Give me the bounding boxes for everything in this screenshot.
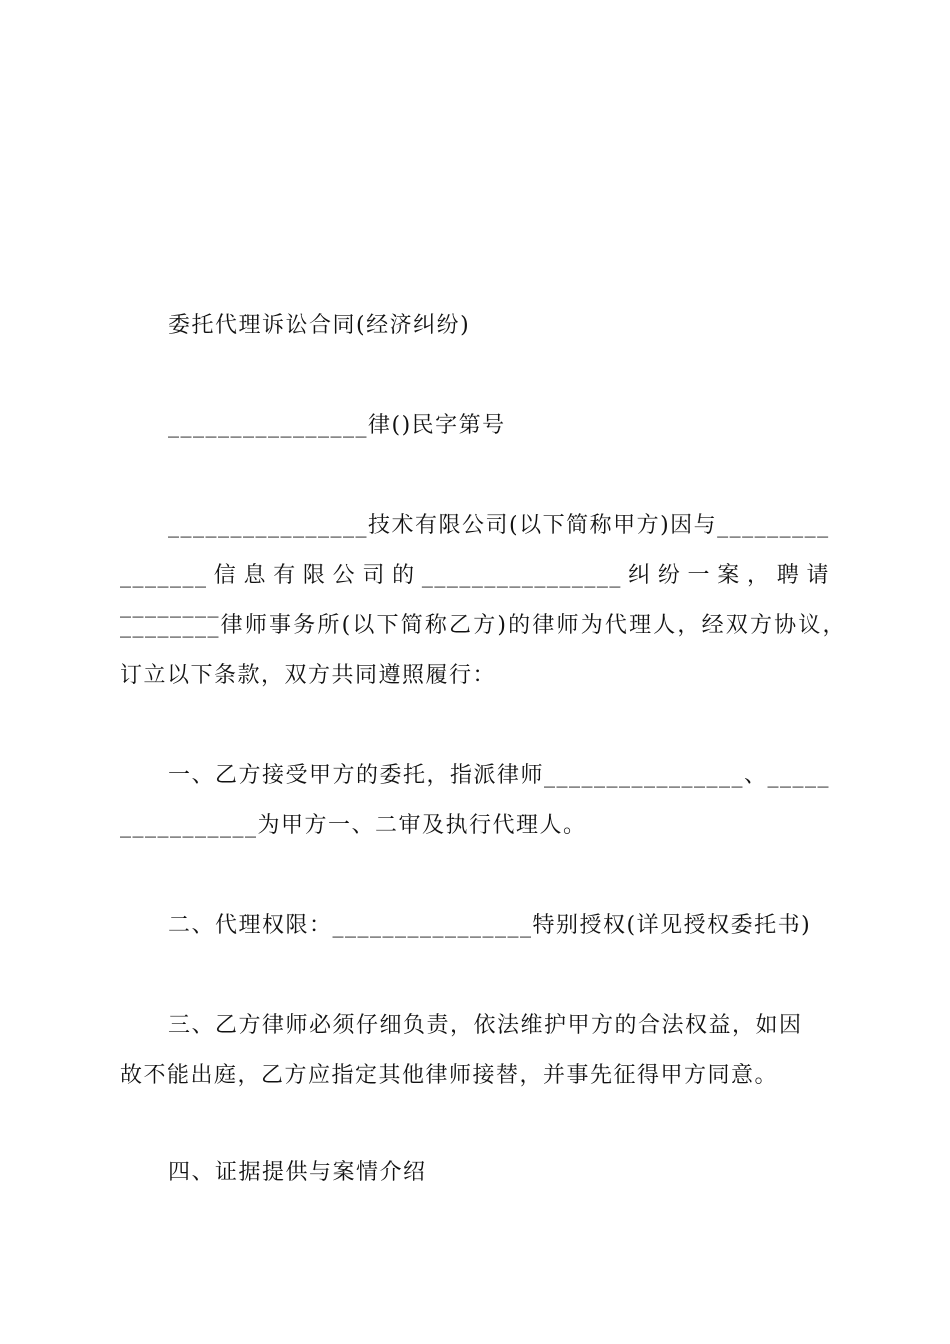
clause-3-line-2: 故不能出庭，乙方应指定其他律师接替，并事先征得甲方同意。 <box>120 1063 779 1088</box>
document-title: 委托代理诉讼合同(经济纠纷) <box>168 313 471 338</box>
clause-4-heading: 四、证据提供与案情介绍 <box>168 1160 427 1185</box>
clause-1-line-2: ___________为甲方一、二审及执行代理人。 <box>120 813 587 838</box>
preamble-line-4: 订立以下条款，双方共同遵照履行： <box>120 663 497 688</box>
clause-3-line-1: 三、乙方律师必须仔细负责，依法维护甲方的合法权益，如因 <box>168 1013 803 1038</box>
preamble-line-2: _______信息有限公司的________________纠纷一案，聘请________ <box>120 563 830 618</box>
preamble-line-3: ________律师事务所(以下简称乙方)的律师为代理人，经双方协议， <box>120 613 846 638</box>
preamble-line-1: ________________技术有限公司(以下简称甲方)因与_________ <box>168 513 830 538</box>
clause-2-line: 二、代理权限：________________特别授权(详见授权委托书) <box>168 913 812 938</box>
clause-1-line-1: 一、乙方接受甲方的委托，指派律师________________、_____ <box>168 763 831 788</box>
case-number-line: ________________律()民字第号 <box>168 413 506 438</box>
